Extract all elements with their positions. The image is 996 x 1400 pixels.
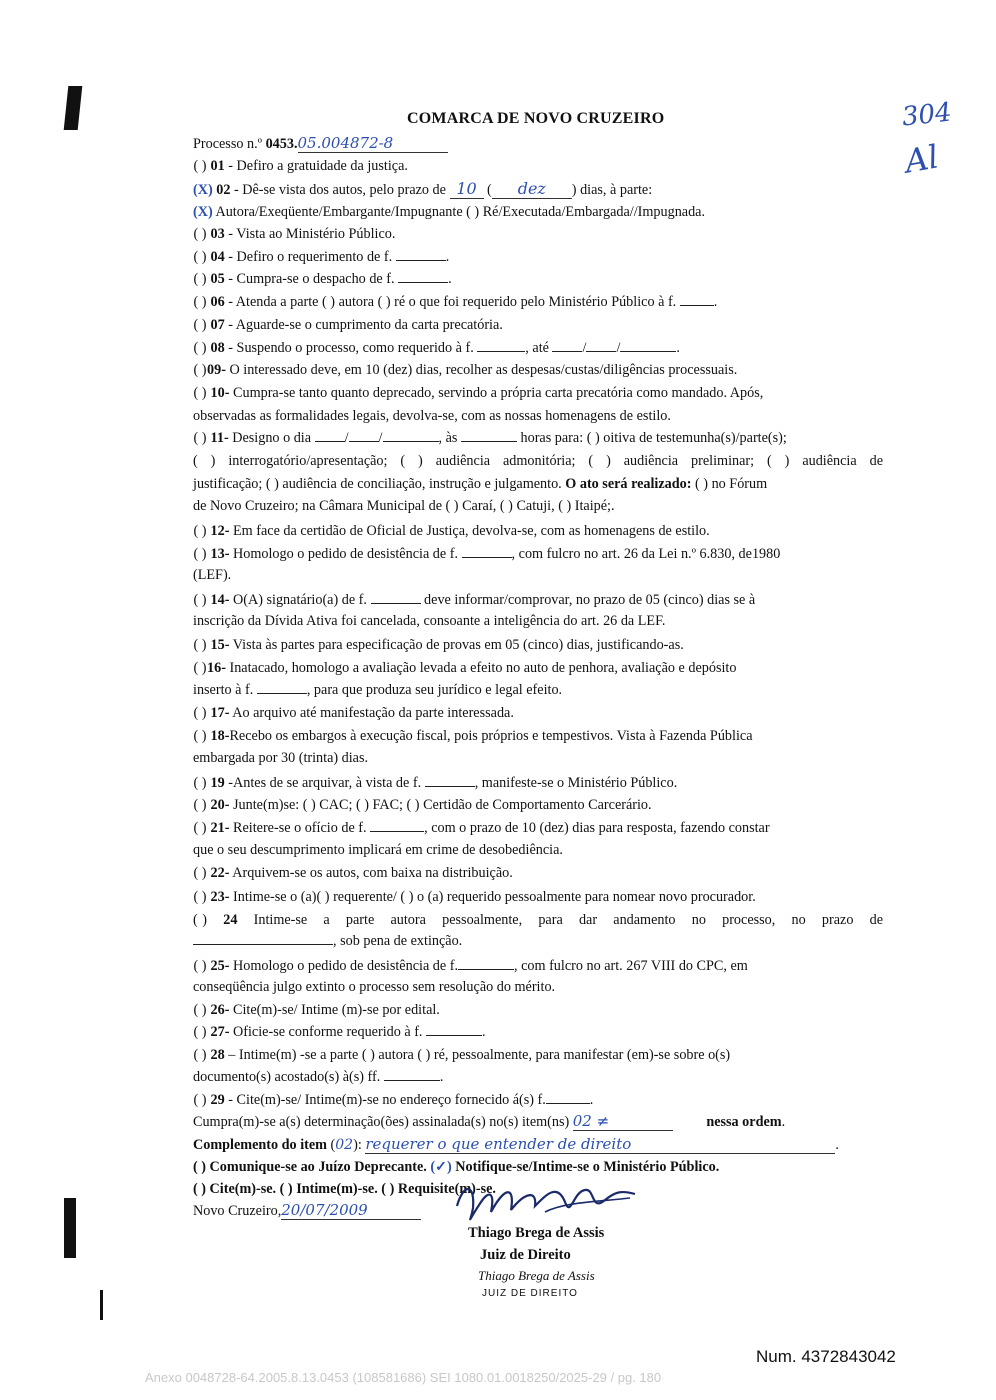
item-16 — [193, 659, 883, 677]
item-01 — [193, 157, 883, 175]
complemento-line: Complemento do item (02): requerer o que entender de direito . — [193, 1135, 839, 1153]
cumpra-line: Cumpra(m)-se a(s) determinação(ões) assinalada(s) no(s) item(ns) 02 ≠ nessa ordem. — [193, 1112, 786, 1130]
cite-line: ( ) Cite(m)-se. ( ) Intime(m)-se. ( ) Requisite(m)-se. — [193, 1181, 496, 1197]
item-05: ( ) 05 - Cumpra-se o despacho de f. . — [193, 271, 452, 287]
item-16-line-2 — [193, 681, 883, 699]
item-10-text-1: Cumpra-se tanto quanto deprecado, servindo a própria carta precatória como mandado. Após, — [233, 385, 764, 401]
item-21-number: 21- — [210, 820, 230, 836]
document-num-reference: Num. 4372843042 — [756, 1347, 896, 1366]
item-08-text-b: , até — [525, 340, 549, 356]
item-25-text-a: Homologo o pedido de desistência de f. — [233, 958, 458, 974]
item-13-blank[interactable] — [462, 545, 512, 558]
scan-mark-bottom-left — [64, 1198, 76, 1258]
checkbox-11[interactable]: ( ) — [193, 430, 207, 446]
checkbox-25[interactable]: ( ) — [193, 958, 207, 974]
item-20-text: Junte(m)se: ( ) CAC; ( ) FAC; ( ) Certidão de Comportamento Carcerário. — [233, 797, 652, 813]
item-20 — [193, 796, 883, 814]
item-02-parties — [193, 203, 883, 221]
item-12-text: Em face da certidão de Oficial de Justiça, devolva-se, com as homenagens de estilo. — [233, 523, 710, 539]
item-19 — [193, 774, 883, 792]
processo-line — [193, 134, 883, 153]
checkbox-24[interactable]: ( ) — [193, 912, 207, 928]
item-06: ( ) 06 - Atenda a parte ( ) autora ( ) ré o que foi requerido pelo Ministério Público à f. . — [193, 294, 718, 310]
complemento-label: Complemento do item — [193, 1137, 327, 1153]
item-28-blank[interactable] — [384, 1068, 440, 1081]
item-04-blank[interactable] — [396, 248, 446, 261]
handwritten-page-number: 304 — [900, 97, 954, 133]
item-23-number: 23- — [210, 889, 230, 905]
stamp-judge-role: JUIZ DE DIREITO — [482, 1288, 578, 1299]
checkbox-05[interactable]: ( ) — [193, 271, 207, 287]
item-03-number: 03 — [210, 226, 225, 242]
item-11-date-month[interactable] — [349, 429, 379, 442]
item-29-blank[interactable] — [546, 1091, 590, 1104]
item-11-text-c: horas para: ( ) oitiva de testemunha(s)/parte(s); — [520, 430, 787, 446]
item-29-number: 29 — [210, 1092, 225, 1108]
checkbox-20[interactable]: ( ) — [193, 797, 207, 813]
checkbox-28[interactable]: ( ) — [193, 1047, 207, 1063]
item-21-line-2: que o seu descumprimento implicará em crime de desobediência. — [193, 842, 563, 858]
checkbox-21[interactable]: ( ) — [193, 820, 207, 836]
checkbox-23[interactable]: ( ) — [193, 889, 207, 905]
item-14-text-b: deve informar/comprovar, no prazo de 05 (cinco) dias se à — [424, 592, 756, 608]
item-24 — [193, 911, 883, 929]
item-26-number: 26- — [210, 1002, 230, 1018]
item-28-line-2: documento(s) acostado(s) à(s) ff. . — [193, 1069, 444, 1085]
item-02-parties-text: Autora/Exeqüente/Embargante/Impugnante ( ) Ré/Executada/Embargada//Impugnada. — [215, 204, 706, 220]
item-21 — [193, 819, 883, 837]
item-18-number: 18- — [210, 728, 230, 744]
item-02-text-b: dias, à parte: — [580, 182, 653, 198]
item-19-number: 19 — [210, 775, 225, 791]
item-07 — [193, 316, 883, 334]
item-21-blank[interactable] — [370, 819, 424, 832]
item-08-date-year[interactable] — [620, 339, 676, 352]
item-24-text-2: , sob pena de extinção. — [333, 933, 463, 949]
item-04-text: - Defiro o requerimento de f. — [228, 249, 393, 265]
checkbox-07[interactable]: ( ) — [193, 317, 207, 333]
item-12 — [193, 522, 883, 540]
document-title: COMARCA DE NOVO CRUZEIRO — [407, 110, 665, 127]
item-25-number: 25- — [210, 958, 230, 974]
item-01-number: 01 — [210, 158, 225, 174]
item-14-blank[interactable] — [371, 591, 421, 604]
item-15-text: Vista às partes para especificação de provas em 05 (cinco) dias, justificando-as. — [232, 637, 684, 653]
checkbox-02-checked[interactable]: (X) — [193, 182, 213, 198]
item-02-text-a: - Dê-se vista dos autos, pelo prazo de — [233, 182, 446, 198]
item-05-blank[interactable] — [398, 270, 448, 283]
processo-number-hand: 05.004872-8 — [298, 134, 448, 153]
item-14 — [193, 591, 883, 609]
item-29-text: - Cite(m)-se/ Intime(m)-se no endereço fornecido á(s) f. — [228, 1092, 546, 1108]
item-02: (X) 02 - Dê-se vista dos autos, pelo prazo de 10 ( dez ) dias, à parte: — [193, 179, 653, 198]
item-04-number: 04 — [210, 249, 225, 265]
item-24-line-2 — [193, 932, 883, 950]
item-18-line-2: embargada por 30 (trinta) dias. — [193, 750, 369, 766]
date-hand: 20/07/2009 — [281, 1201, 421, 1220]
item-28-text-1: – Intime(m) -se a parte ( ) autora ( ) ré, pessoalmente, para manifestar (em)-se sobre o(s) — [228, 1047, 731, 1063]
item-14-text-a: O(A) signatário(a) de f. — [233, 592, 367, 608]
item-02-days-words-hand: dez — [492, 180, 572, 199]
checkbox-12[interactable]: ( ) — [193, 523, 207, 539]
checkbox-27[interactable]: ( ) — [193, 1024, 207, 1040]
item-03 — [193, 225, 883, 243]
notifique-checkbox-checked[interactable]: (✓) — [430, 1159, 452, 1175]
item-08-number: 08 — [210, 340, 225, 356]
item-11-time[interactable] — [461, 429, 517, 442]
item-16-text-1: Inatacado, homologo a avaliação levada a efeito no auto de penhora, avaliação e depósito — [229, 660, 737, 676]
item-11-text-3b: O ato será realizado: — [565, 476, 692, 492]
item-14-line-2: inscrição da Dívida Ativa foi cancelada, consoante a inteligência do art. 26 da LEF. — [193, 613, 666, 629]
checkbox-10[interactable]: ( ) — [193, 385, 207, 401]
item-24-number: 24 — [223, 912, 238, 928]
item-10-line-2: observadas as formalidades legais, devolva-se, com as nossas homenagens de estilo. — [193, 408, 671, 424]
item-11: ( ) 11- Designo o dia / / , às horas para: ( ) oitiva de testemunha(s)/parte(s); — [193, 430, 787, 446]
item-15 — [193, 636, 883, 654]
item-27-text: Oficie-se conforme requerido à f. — [233, 1024, 423, 1040]
comunique-text: ( ) Comunique-se ao Juízo Deprecante. — [193, 1159, 427, 1175]
checkbox-22[interactable]: ( ) — [193, 865, 207, 881]
complemento-text-hand: requerer o que entender de direito — [365, 1135, 835, 1154]
item-09 — [193, 361, 883, 379]
cumpra-order: nessa ordem — [706, 1114, 782, 1130]
item-12-number: 12- — [210, 523, 230, 539]
item-16-blank[interactable] — [257, 681, 307, 694]
item-21-text-b: , com o prazo de 10 (dez) dias para resposta, fazendo constar — [424, 820, 770, 836]
notifique-text: Notifique-se/Intime-se o Ministério Público. — [455, 1159, 720, 1175]
item-10-number: 10- — [210, 385, 230, 401]
item-16-text-2a: inserto à f. — [193, 682, 254, 698]
checkbox-04[interactable]: ( ) — [193, 249, 207, 265]
item-26-text: Cite(m)-se/ Intime (m)-se por edital. — [233, 1002, 440, 1018]
item-08-date-month[interactable] — [586, 339, 616, 352]
item-25-text-b: , com fulcro no art. 267 VIII do CPC, em — [514, 958, 748, 974]
item-03-text: - Vista ao Ministério Público. — [228, 226, 396, 242]
item-05-number: 05 — [210, 271, 225, 287]
cumpra-text: Cumpra(m)-se a(s) determinação(ões) assinalada(s) no(s) item(ns) — [193, 1114, 570, 1130]
item-27-number: 27- — [210, 1024, 230, 1040]
item-25-blank[interactable] — [458, 957, 514, 970]
item-09-text: O interessado deve, em 10 (dez) dias, recolher as despesas/custas/diligências processuais. — [229, 362, 738, 378]
item-27: ( ) 27- Oficie-se conforme requerido à f. . — [193, 1024, 486, 1040]
checkbox-26[interactable]: ( ) — [193, 1002, 207, 1018]
item-06-number: 06 — [210, 294, 225, 310]
item-10 — [193, 384, 883, 402]
item-06-blank[interactable] — [680, 293, 714, 306]
item-04: ( ) 04 - Defiro o requerimento de f. . — [193, 249, 450, 265]
item-28-number: 28 — [210, 1047, 225, 1063]
item-11-line-2: ( ) interrogatório/apresentação; ( ) audiência admonitória; ( ) audiência preliminar; ( ) audiência de — [193, 453, 883, 469]
item-13-line-2: (LEF). — [193, 567, 232, 583]
item-02-number: 02 — [216, 182, 231, 198]
item-11-date-year[interactable] — [383, 429, 439, 442]
item-11-text-b: , às — [438, 430, 458, 446]
item-13 — [193, 545, 883, 563]
checkbox-19[interactable]: ( ) — [193, 775, 207, 791]
stamp-judge-name: Thiago Brega de Assis — [478, 1268, 595, 1283]
item-13-text-a: Homologo o pedido de desistência de f. — [233, 546, 458, 562]
item-08-blank-f[interactable] — [477, 339, 525, 352]
item-22-number: 22- — [210, 865, 230, 881]
checkbox-autora-checked[interactable]: (X) — [193, 204, 213, 220]
item-15-number: 15- — [210, 637, 230, 653]
item-11-text-a: Designo o dia — [232, 430, 312, 446]
item-08: ( ) 08 - Suspendo o processo, como requerido à f. , até / / . — [193, 340, 680, 356]
item-06-text: - Atenda a parte ( ) autora ( ) ré o que foi requerido pelo Ministério Público à f. — [228, 294, 677, 310]
item-19-text-b: , manifeste-se o Ministério Público. — [474, 775, 678, 791]
item-27-blank[interactable] — [426, 1023, 482, 1036]
checkbox-06[interactable]: ( ) — [193, 294, 207, 310]
item-11-text-3a: justificação; ( ) audiência de conciliação, instrução e julgamento. — [193, 476, 562, 492]
item-09-number: 09- — [207, 362, 226, 378]
item-11-line-3 — [193, 475, 883, 493]
item-16-number: 16- — [207, 660, 226, 676]
item-08-text-a: - Suspendo o processo, como requerido à f. — [228, 340, 474, 356]
checkbox-13[interactable]: ( ) — [193, 546, 207, 562]
checkbox-08[interactable]: ( ) — [193, 340, 207, 356]
item-07-number: 07 — [210, 317, 225, 333]
scan-mark-left-thin — [100, 1290, 103, 1320]
item-19-text-a: -Antes de se arquivar, à vista de f. — [228, 775, 422, 791]
item-18 — [193, 727, 883, 745]
item-08-date-day[interactable] — [552, 339, 582, 352]
city-text: Novo Cruzeiro, — [193, 1203, 282, 1219]
item-23 — [193, 888, 883, 906]
item-14-number: 14- — [210, 592, 230, 608]
item-07-text: - Aguarde-se o cumprimento da carta precatória. — [228, 317, 503, 333]
item-24-blank[interactable] — [193, 932, 333, 945]
item-22 — [193, 864, 883, 882]
item-13-number: 13- — [210, 546, 230, 562]
item-17-text: Ao arquivo até manifestação da parte interessada. — [232, 705, 514, 721]
item-02-days-hand: 10 — [450, 180, 484, 199]
scan-mark-top-left — [64, 86, 83, 130]
checkbox-03[interactable]: ( ) — [193, 226, 207, 242]
item-28 — [193, 1046, 883, 1064]
checkbox-17[interactable]: ( ) — [193, 705, 207, 721]
item-25-line-2: conseqüência julgo extinto o processo sem resolução do mérito. — [193, 979, 556, 995]
judge-signature — [445, 1172, 645, 1232]
judge-name: Thiago Brega de Assis — [468, 1225, 605, 1241]
item-11-number: 11- — [210, 430, 229, 446]
item-19-blank[interactable] — [425, 774, 475, 787]
item-16-text-2b: , para que produza seu jurídico e legal efeito. — [306, 682, 563, 698]
item-17 — [193, 704, 883, 722]
complemento-item-hand: 02 — [335, 1137, 354, 1153]
processo-label: Processo n.º — [193, 136, 263, 152]
item-23-text: Intime-se o (a)( ) requerente/ ( ) o (a) requerido pessoalmente para nomear novo procurador. — [233, 889, 756, 905]
item-17-number: 17- — [210, 705, 230, 721]
item-28-text-2: documento(s) acostado(s) à(s) ff. — [193, 1069, 381, 1085]
item-20-number: 20- — [210, 797, 230, 813]
item-11-text-3c: ( ) no Fórum — [695, 476, 768, 492]
item-01-text: - Defiro a gratuidade da justiça. — [228, 158, 408, 174]
cumpra-items-hand: 02 ≠ — [573, 1112, 673, 1131]
checkbox-01[interactable]: ( ) — [193, 158, 207, 174]
item-29: ( ) 29 - Cite(m)-se/ Intime(m)-se no endereço fornecido á(s) f. . — [193, 1092, 594, 1108]
item-25 — [193, 957, 883, 975]
item-18-text-1: Recebo os embargos à execução fiscal, pois próprios e tempestivos. Vista à Fazenda Pública — [229, 728, 753, 744]
item-13-text-b: , com fulcro no art. 26 da Lei n.º 6.830, de1980 — [511, 546, 781, 562]
handwritten-initials: Al — [901, 137, 942, 181]
item-11-line-4: de Novo Cruzeiro; na Câmara Municipal de ( ) Caraí, ( ) Catuji, ( ) Itaipé;. — [193, 498, 615, 514]
item-05-text: - Cumpra-se o despacho de f. — [228, 271, 395, 287]
checkbox-16[interactable]: ( ) — [193, 660, 207, 676]
item-24-text-1: Intime-se a parte autora pessoalmente, para dar andamento no processo, no prazo de — [253, 912, 884, 928]
item-11-date-day[interactable] — [315, 429, 345, 442]
checkbox-15[interactable]: ( ) — [193, 637, 207, 653]
judge-role: Juiz de Direito — [480, 1247, 571, 1263]
checkbox-09[interactable]: ( ) — [193, 362, 207, 378]
checkbox-14[interactable]: ( ) — [193, 592, 207, 608]
item-26 — [193, 1001, 883, 1019]
footer-annex-reference: Anexo 0048728-64.2005.8.13.0453 (108581686) SEI 1080.01.0018250/2025-29 / pg. 180 — [145, 1370, 662, 1385]
item-22-text: Arquivem-se os autos, com baixa na distribuição. — [232, 865, 513, 881]
processo-prefix: 0453. — [265, 136, 298, 152]
checkbox-18[interactable]: ( ) — [193, 728, 207, 744]
item-21-text-a: Reitere-se o ofício de f. — [233, 820, 367, 836]
checkbox-29[interactable]: ( ) — [193, 1092, 207, 1108]
